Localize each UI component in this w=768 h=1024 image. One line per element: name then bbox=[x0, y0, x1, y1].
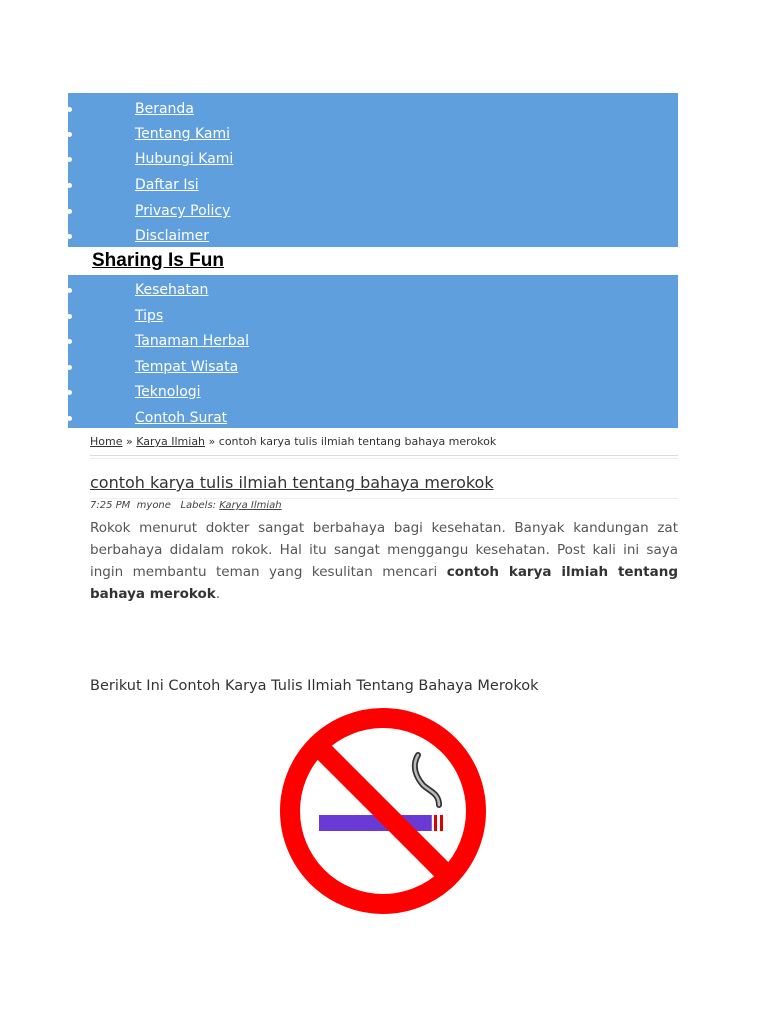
nav-link-tempat-wisata[interactable]: Tempat Wisata bbox=[135, 359, 239, 375]
prohibition-slash bbox=[317, 745, 449, 877]
breadcrumb-current: contoh karya tulis ilmiah tentang bahaya merokok bbox=[218, 435, 497, 448]
bullet-icon bbox=[67, 314, 72, 319]
nav-item-beranda bbox=[68, 99, 668, 119]
nav-link-privacy-policy[interactable]: Privacy Policy bbox=[135, 203, 231, 219]
no-smoking-sign-image bbox=[277, 705, 489, 917]
breadcrumb-separator: » bbox=[208, 435, 216, 448]
nav-item-kesehatan bbox=[68, 280, 668, 300]
nav-link-hubungi-kami[interactable]: Hubungi Kami bbox=[135, 151, 234, 167]
category-navigation bbox=[68, 275, 678, 428]
post-title[interactable]: contoh karya tulis ilmiah tentang bahaya merokok bbox=[90, 473, 494, 492]
nav-link-tips[interactable]: Tips bbox=[135, 308, 164, 324]
post-body-end: . bbox=[215, 586, 221, 602]
post-label-link[interactable]: Karya Ilmiah bbox=[219, 500, 282, 511]
bullet-icon bbox=[67, 234, 72, 239]
breadcrumb bbox=[90, 434, 678, 450]
bullet-icon bbox=[67, 288, 72, 293]
divider bbox=[90, 455, 678, 456]
bullet-icon bbox=[67, 209, 72, 214]
top-navigation bbox=[68, 93, 678, 247]
bullet-icon bbox=[67, 416, 72, 421]
nav-item-teknologi bbox=[68, 382, 668, 402]
breadcrumb-home-link[interactable]: Home bbox=[90, 435, 123, 448]
post-sub-heading: Berikut Ini Contoh Karya Tulis Ilmiah Tentang Bahaya Merokok bbox=[90, 678, 539, 694]
cigarette-tip-stripe bbox=[440, 815, 443, 831]
nav-item-tips bbox=[68, 306, 668, 326]
nav-item-disclaimer bbox=[68, 226, 668, 246]
post-labels-prefix: Labels: bbox=[180, 500, 217, 511]
post-body-text: Rokok menurut dokter sangat berbahaya bagi kesehatan. Banyak kandungan zat berbahaya didalam rokok. Hal itu sangat menggangu kesehatan. Post kali ini saya ingin membantu teman yang kesulitan mencari bbox=[90, 520, 678, 580]
nav-link-tanaman-herbal[interactable]: Tanaman Herbal bbox=[135, 333, 250, 349]
nav-link-daftar-isi[interactable]: Daftar Isi bbox=[135, 177, 199, 193]
breadcrumb-separator: » bbox=[125, 435, 133, 448]
category-nav-list bbox=[68, 275, 678, 428]
bullet-icon bbox=[67, 132, 72, 137]
nav-item-tentang-kami bbox=[68, 124, 668, 144]
bullet-icon bbox=[67, 339, 72, 344]
bullet-icon bbox=[67, 157, 72, 162]
nav-item-tempat-wisata bbox=[68, 357, 668, 377]
bullet-icon bbox=[67, 390, 72, 395]
nav-item-tanaman-herbal bbox=[68, 331, 668, 351]
nav-link-beranda[interactable]: Beranda bbox=[135, 101, 194, 117]
divider bbox=[90, 458, 678, 459]
nav-link-teknologi[interactable]: Teknologi bbox=[135, 384, 201, 400]
breadcrumb-category-link[interactable]: Karya Ilmiah bbox=[136, 435, 206, 448]
bullet-icon bbox=[67, 107, 72, 112]
post-author: myone bbox=[136, 500, 171, 511]
site-title[interactable]: Sharing Is Fun bbox=[92, 250, 224, 271]
nav-item-daftar-isi bbox=[68, 175, 668, 195]
cigarette-tip-stripe bbox=[434, 815, 437, 831]
nav-item-contoh-surat bbox=[68, 408, 668, 428]
post-body bbox=[90, 517, 678, 605]
bullet-icon bbox=[67, 183, 72, 188]
top-nav-list bbox=[68, 93, 678, 247]
nav-link-kesehatan[interactable]: Kesehatan bbox=[135, 282, 209, 298]
nav-item-privacy-policy bbox=[68, 201, 668, 221]
post-time: 7:25 PM bbox=[90, 500, 131, 511]
post-meta bbox=[90, 499, 282, 513]
nav-item-hubungi-kami bbox=[68, 149, 668, 169]
nav-link-tentang-kami[interactable]: Tentang Kami bbox=[135, 126, 230, 142]
bullet-icon bbox=[67, 365, 72, 370]
nav-link-contoh-surat[interactable]: Contoh Surat bbox=[135, 410, 228, 426]
nav-link-disclaimer[interactable]: Disclaimer bbox=[135, 228, 210, 244]
post-body-keyword: contoh karya ilmiah tentang bahaya merokok bbox=[90, 564, 678, 602]
